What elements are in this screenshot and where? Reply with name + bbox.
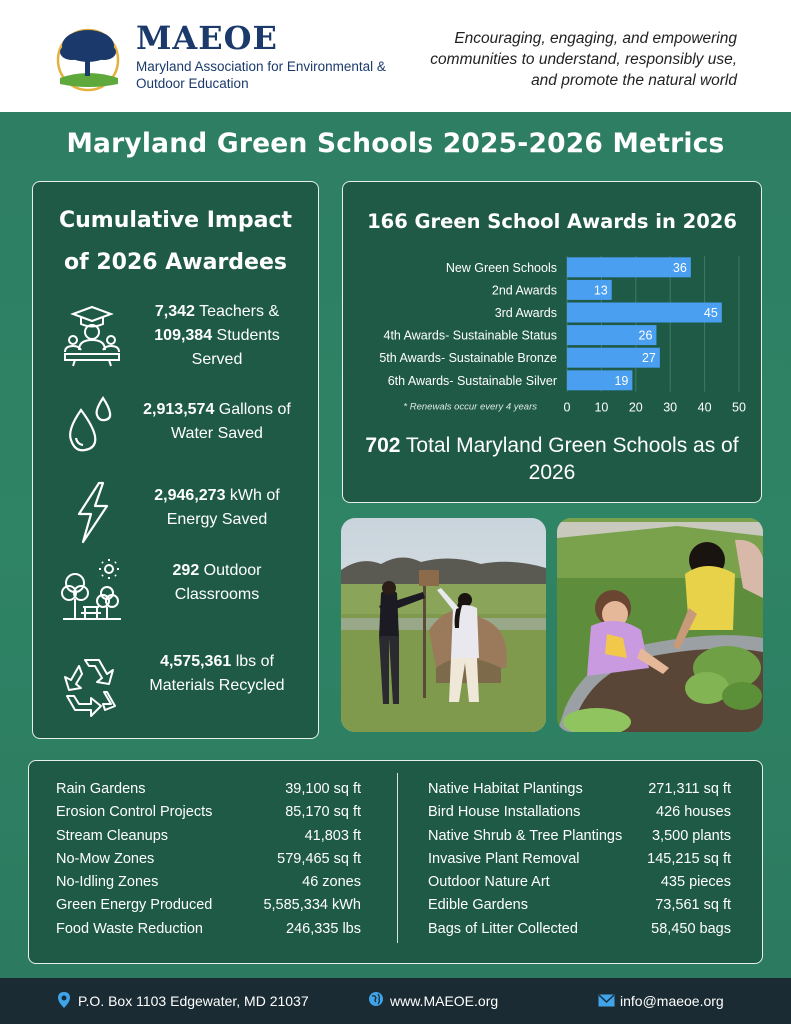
stat-label: Food Waste Reduction — [56, 920, 203, 937]
recycled-count: 4,575,361 — [160, 653, 232, 670]
stat-row — [428, 871, 731, 894]
energy-label: kWh of Energy Saved — [166, 487, 280, 528]
chart-data-label: 19 — [614, 373, 629, 388]
energy-count: 2,946,273 — [154, 487, 226, 504]
stat-value: 579,465 sq ft — [277, 850, 361, 867]
stat-row — [56, 894, 361, 917]
stat-label: Stream Cleanups — [56, 827, 169, 844]
stat-value: 246,335 lbs — [286, 920, 361, 937]
teachers-label: Teachers & — [194, 303, 280, 320]
water-count: 2,913,574 — [143, 401, 215, 418]
footer-website-link[interactable]: www.MAEOE.org — [390, 993, 499, 1009]
chart-data-label: 45 — [703, 306, 718, 320]
cumulative-impact-panel — [32, 181, 319, 739]
stats-right-column — [428, 778, 731, 941]
chart-tick-label: 10 — [594, 400, 609, 415]
stat-label: Native Shrub & Tree Plantings — [428, 827, 623, 844]
metric-outdoor-classrooms — [33, 559, 318, 629]
students-label: Students Served — [191, 327, 280, 368]
stat-label: Bird House Installations — [428, 804, 581, 821]
stat-label: Invasive Plant Removal — [428, 850, 580, 867]
footer-address-text: P.O. Box 1103 Edgewater, MD 21037 — [78, 993, 309, 1009]
stat-value: 5,585,334 kWh — [263, 897, 361, 914]
chart-footnote: * Renewals occur every 4 years — [403, 401, 537, 413]
chart-category-label: 4th Awards- Sustainable Status — [383, 328, 557, 343]
stat-label: No-Mow Zones — [56, 850, 155, 867]
chart-category-label: 5th Awards- Sustainable Bronze — [379, 351, 557, 366]
impact-title — [33, 200, 318, 284]
metric-outdoor-classrooms-text — [133, 559, 301, 607]
stat-row — [56, 778, 361, 801]
birdhouse-photo — [341, 518, 546, 732]
chart-tick-label: 30 — [663, 400, 678, 415]
chart-category-label: 2nd Awards — [491, 283, 557, 298]
recycle-icon — [59, 652, 125, 718]
stat-label: Native Habitat Plantings — [428, 781, 583, 797]
stat-value: 435 pieces — [660, 874, 731, 891]
stat-label: No-Idling Zones — [56, 874, 159, 891]
awards-title: 166 Green School Awards in 2026 — [367, 210, 737, 233]
stat-row — [428, 894, 731, 917]
envelope-icon — [598, 994, 615, 1008]
brand-name: MAEOE — [136, 19, 278, 57]
stat-row — [56, 871, 361, 894]
recycled-label: lbs of Materials Recycled — [149, 653, 285, 694]
chart-data-label: 13 — [593, 283, 608, 298]
metric-water-text — [133, 398, 301, 446]
footer-email-link[interactable]: info@maeoe.org — [620, 993, 724, 1009]
metric-energy — [33, 480, 318, 550]
stat-row — [56, 801, 361, 824]
tagline: Encouraging, engaging, and empowering communities to understand, responsibly use, and promote the natural world — [430, 30, 737, 89]
chart-category-label: 6th Awards- Sustainable Silver — [387, 373, 557, 388]
stat-label: Erosion Control Projects — [56, 804, 213, 821]
chart-data-label: 36 — [672, 260, 687, 275]
chart-data-label: 27 — [641, 351, 656, 366]
maeoe-tree-logo-icon — [52, 20, 124, 92]
metric-teachers-students — [33, 302, 318, 372]
stat-label: Rain Gardens — [56, 781, 146, 797]
page-title: Maryland Green Schools 2025-2026 Metrics — [66, 128, 725, 159]
stat-value: 3,500 plants — [651, 827, 731, 844]
chart-bar — [567, 303, 722, 323]
stat-value: 46 zones — [302, 874, 361, 891]
header — [0, 0, 791, 112]
impact-title-text: Cumulative Impact of 2026 Awardees — [58, 208, 293, 275]
stat-value: 41,803 ft — [304, 827, 361, 844]
total-schools-label: Total Maryland Green Schools as of 2026 — [400, 434, 739, 484]
footer — [0, 978, 791, 1024]
stat-value: 39,100 sq ft — [285, 781, 361, 797]
stats-left-column — [56, 778, 361, 941]
total-schools-count: 702 — [365, 434, 401, 457]
stat-row — [56, 848, 361, 871]
stat-row — [428, 825, 731, 848]
awards-bar-chart — [342, 248, 762, 418]
metric-energy-text — [133, 484, 301, 532]
stat-value: 426 houses — [656, 804, 731, 821]
location-pin-icon — [56, 991, 72, 1009]
stat-label: Outdoor Nature Art — [428, 874, 550, 891]
water-label: Gallons of Water Saved — [171, 401, 291, 442]
stat-value: 271,311 sq ft — [648, 781, 731, 797]
chart-tick-label: 0 — [563, 400, 571, 415]
total-schools — [342, 432, 762, 486]
brand — [136, 20, 386, 92]
stat-row — [56, 825, 361, 848]
chart-data-label: 26 — [638, 328, 653, 343]
stat-row — [428, 848, 731, 871]
chart-tick-label: 40 — [697, 400, 712, 415]
chart-category-label: New Green Schools — [445, 260, 557, 275]
lightning-icon — [59, 480, 125, 546]
chart-tick-label: 50 — [732, 400, 746, 415]
classrooms-count: 292 — [172, 562, 200, 579]
stat-label: Green Energy Produced — [56, 897, 213, 914]
classrooms-label: Outdoor Classrooms — [174, 562, 262, 603]
stat-row — [56, 918, 361, 941]
chart-tick-label: 20 — [628, 400, 643, 415]
teacher-icon — [59, 302, 125, 368]
stat-value: 73,561 sq ft — [655, 897, 731, 914]
stats-divider — [397, 773, 398, 943]
globe-icon — [368, 991, 384, 1007]
stat-value: 58,450 bags — [651, 920, 731, 937]
stat-value: 145,215 sq ft — [647, 850, 731, 867]
stat-row — [428, 801, 731, 824]
stat-label: Bags of Litter Collected — [428, 920, 578, 937]
metric-recycled-text — [133, 650, 301, 698]
chart-category-label: 3rd Awards — [494, 306, 557, 320]
stat-value: 85,170 sq ft — [285, 804, 361, 821]
stat-row — [428, 778, 731, 801]
stat-row — [428, 918, 731, 941]
stat-label: Edible Gardens — [428, 897, 528, 914]
metric-water — [33, 392, 318, 462]
metric-recycled — [33, 652, 318, 722]
teachers-count: 7,342 — [154, 303, 195, 320]
metric-teachers-students-text — [133, 300, 301, 372]
brand-subtitle: Maryland Association for Environmental & Outdoor Education — [136, 59, 386, 91]
students-count: 109,384 — [154, 327, 213, 344]
outdoor-classroom-icon — [59, 559, 125, 625]
water-drops-icon — [59, 392, 125, 458]
garden-photo — [557, 518, 763, 732]
